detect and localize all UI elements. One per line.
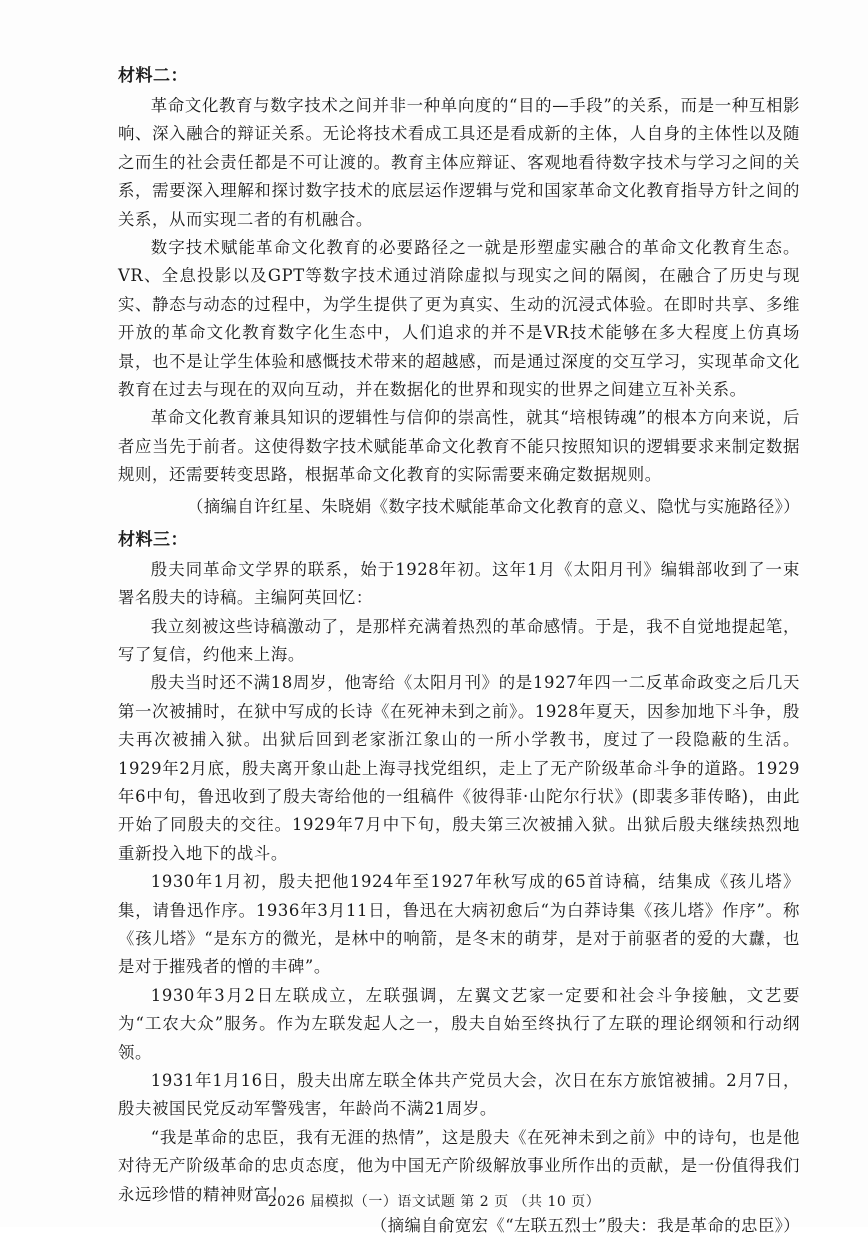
material-three-paragraph-3: 1930年1月初，殷夫把他1924年至1927年秋写成的65首诗稿，结集成《孩儿塔》集，请鲁迅作序。1936年3月11日，鲁迅在大病初愈后“为白莽诗集《孩儿塔》作序”。称《孩儿塔》“是东方的微光，是林中的响箭，是冬末的萌芽，是对于前驱者的爱的大纛，也是对于摧残者的憎的丰碑”。 [118,872,800,977]
material-three-heading: 材料三： [118,529,188,550]
material-three-paragraph-1: 殷夫同革命文学界的联系，始于1928年初。这年1月《太阳月刊》编辑部收到了一束署名殷夫的诗稿。主编阿英回忆： [118,559,800,608]
material-three-paragraph-4: 1930年3月2日左联成立，左联强调，左翼文艺家一定要和社会斗争接触，文艺要为“工农大众”服务。作为左联发起人之一，殷夫自始至终执行了左联的理论纲领和行动纲领。 [118,985,800,1062]
material-three-paragraph-2: 殷夫当时还不满18周岁，他寄给《太阳月刊》的是1927年四一二反革命政变之后几天第一次被捕时，在狱中写成的长诗《在死神未到之前》。1928年夏天，因参加地下斗争，殷夫再次被捕入狱。出狱后回到老家浙江象山的一所小学教书，度过了一段隐蔽的生活。1929年2月底，殷夫离开象山赴上海寻找党组织，走上了无产阶级革命斗争的道路。1929年6中旬，鲁迅收到了殷夫寄给他的一组稿件《彼得菲·山陀尔行状》(即裴多菲传略)，由此开始了同殷夫的交往。1929年7月中下旬，殷夫第三次被捕入狱。出狱后殷夫继续热烈地重新投入地下的战斗。 [118,673,800,863]
material-two-source: （摘编自许红星、朱晓娟《数字技术赋能革命文化教育的意义、隐忧与实施路径》） [186,496,800,516]
material-three-paragraph-5: 1931年1月16日，殷夫出席左联全体共产党员大会，次日在东方旅馆被捕。2月7日，殷夫被国民党反动军警残害，年龄尚不满21周岁。 [118,1071,800,1119]
material-three-source: （摘编自俞宽宏《“左联五烈士”殷夫：我是革命的忠臣》） [370,1216,800,1236]
material-three-quote: 我立刻被这些诗稿激动了，是那样充满着热烈的革命感情。于是，我不自觉地提起笔，写了复信，约他来上海。 [118,616,800,664]
page-footer: 2026 届模拟（一）语文试题 第 2 页 （共 10 页） [267,1194,601,1210]
material-three-paragraph-6: “我是革命的忠臣，我有无涯的热情”，这是殷夫《在死神未到之前》中的诗句，也是他对待无产阶级革命的忠贞态度，他为中国无产阶级解放事业所作出的贡献，是一份值得我们永远珍惜的精神财富！ [118,1127,800,1204]
material-three-section [118,526,800,1241]
material-two-heading: 材料二： [118,66,188,86]
page-content [118,62,800,1245]
material-two-paragraph-1: 革命文化教育与数字技术之间并非一种单向度的“目的—手段”的关系，而是一种互相影响、深入融合的辩证关系。无论将技术看成工具还是看成新的主体，人自身的主体性以及随之而生的社会责任都是不可让渡的。教育主体应辩证、客观地看待数字技术与学习之间的关系，需要深入理解和探讨数字技术的底层运作逻辑与党和国家革命文化教育指导方针之间的关系，从而实现二者的有机融合。 [118,96,800,229]
material-two-paragraph-2: 数字技术赋能革命文化教育的必要路径之一就是形塑虚实融合的革命文化教育生态。VR、全息投影以及GPT等数字技术通过消除虚拟与现实之间的隔阂，在融合了历史与现实、静态与动态的过程中，为学生提供了更为真实、生动的沉浸式体验。在即时共享、多维开放的革命文化教育数字化生态中，人们追求的并不是VR技术能够在多大程度上仿真场景，也不是让学生体验和感慨技术带来的超越感，而是通过深度的交互学习，实现革命文化教育在过去与现在的双向互动，并在数据化的世界和现实的世界之间建立互补关系。 [118,238,800,400]
material-two-section [118,62,800,522]
material-two-paragraph-3: 革命文化教育兼具知识的逻辑性与信仰的崇高性，就其“培根铸魂”的根本方向来说，后者应当先于前者。这使得数字技术赋能革命文化教育不能只按照知识的逻辑要求来制定数据规则，还需要转变思路，根据革命文化教育的实际需要来确定数据规则。 [118,408,800,485]
